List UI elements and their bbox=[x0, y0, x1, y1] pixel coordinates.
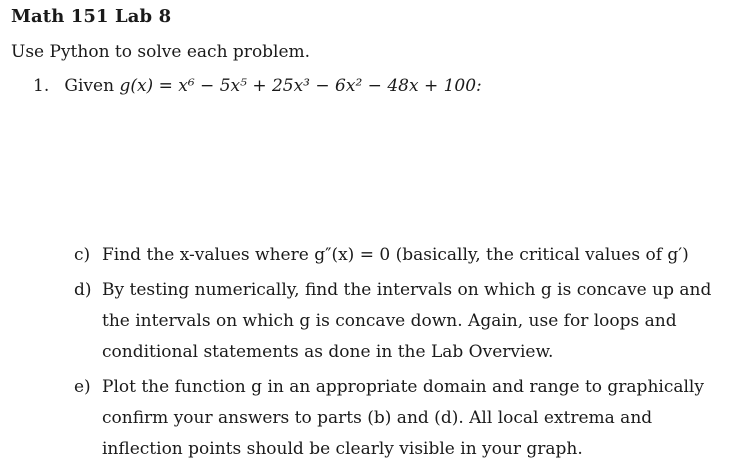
problem-1 bbox=[33, 76, 482, 96]
document-title: Math 151 Lab 8 bbox=[11, 6, 172, 27]
problem-number: 1. bbox=[33, 76, 50, 96]
part-label: c) bbox=[74, 245, 91, 265]
function-definition: g(x) = x⁶ − 5x⁵ + 25x³ − 6x² − 48x + 100: bbox=[119, 76, 482, 96]
part-label: d) bbox=[74, 280, 92, 300]
problem-lead-text: Given bbox=[64, 76, 115, 96]
instructions-text: Use Python to solve each problem. bbox=[11, 42, 311, 62]
part-text: Plot the function g in an appropriate domain and range to graphically confirm your answers to parts (b) and (d). All local extrema and inflection points should be clearly visible in your graph. bbox=[102, 377, 704, 459]
problem-parts-list bbox=[74, 240, 734, 469]
part-text: By testing numerically, find the intervals on which g is concave up and the intervals on which g is concave down. Again, use for loops and conditional statements as done in the Lab Overview. bbox=[102, 280, 712, 362]
part-d bbox=[74, 275, 734, 368]
part-e bbox=[74, 372, 734, 465]
part-c bbox=[74, 240, 734, 271]
part-label: e) bbox=[74, 377, 91, 397]
part-text: Find the x-values where g″(x) = 0 (basically, the critical values of g′) bbox=[102, 245, 689, 265]
